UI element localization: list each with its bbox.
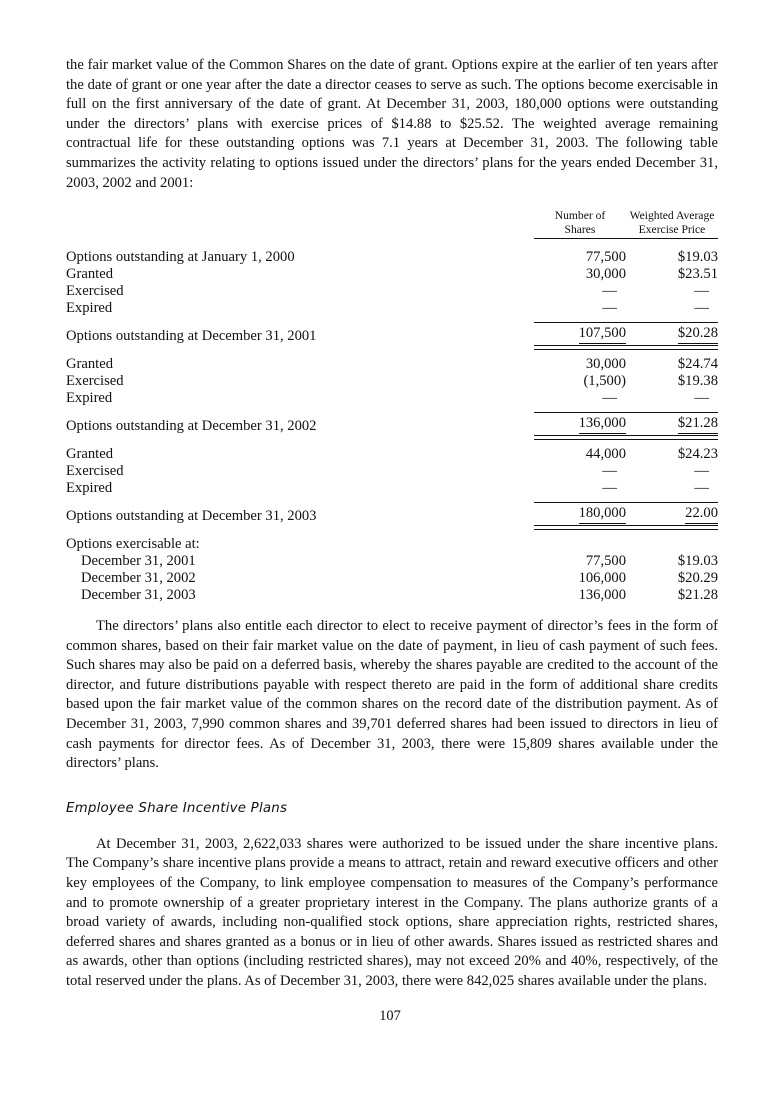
spacer-row — [66, 239, 718, 249]
row-price: $24.23 — [677, 445, 718, 462]
row-label: Expired — [66, 389, 113, 406]
row-price: $19.03 — [677, 552, 718, 569]
exercisable-heading-row — [66, 536, 718, 553]
header-line-1: Number of — [554, 209, 606, 223]
row-shares: — — [602, 299, 617, 316]
column-header-number-of-shares — [534, 209, 626, 239]
table-row — [66, 570, 718, 587]
table-row — [66, 373, 718, 390]
table-row — [66, 283, 718, 300]
row-label: Exercised — [66, 372, 124, 389]
row-shares: 44,000 — [585, 445, 626, 462]
exercisable-heading: Options exercisable at: — [66, 535, 200, 552]
page-content — [66, 56, 718, 991]
intro-paragraph: the fair market value of the Common Shares on the date of grant. Options expire at the earlier of ten years after the date of grant or one year after the date a director ceases to serve as such. The options become exercisable in full on the first anniversary of the date of grant. At December 31, 2003, 180,000 options were outstanding under the directors’ plans with exercise prices of $14.88 to $25.52. The weighted average remaining contractual life for these outstanding options was 7.1 years at December 31, 2003. The following table summarizes the activity relating to options issued under the directors’ plans for the years ended December 31, 2003, 2002 and 2001: — [66, 57, 718, 191]
section-heading-employee-share-incentive-plans: Employee Share Incentive Plans — [66, 800, 288, 816]
column-header-weighted-average-exercise-price — [626, 209, 718, 239]
row-shares: — — [602, 462, 617, 479]
row-price: — — [694, 462, 709, 479]
row-price: — — [694, 299, 709, 316]
row-price: 22.00 — [626, 502, 718, 525]
row-shares: 77,500 — [585, 248, 626, 265]
header-line-2: Exercise Price — [638, 222, 706, 236]
table-row-subtotal — [66, 412, 718, 435]
table-row — [66, 390, 718, 407]
table-row — [66, 587, 718, 604]
row-label: Options outstanding at December 31, 2002 — [66, 418, 317, 435]
row-price: $24.74 — [677, 355, 718, 372]
table-row — [66, 446, 718, 463]
page-number: 107 — [379, 1008, 401, 1024]
row-shares: 77,500 — [585, 552, 626, 569]
row-shares: 30,000 — [585, 265, 626, 282]
row-price: — — [694, 282, 709, 299]
row-shares: — — [602, 389, 617, 406]
table-row — [66, 266, 718, 283]
row-price: $20.29 — [677, 569, 718, 586]
row-shares: 180,000 — [534, 502, 626, 525]
table-row — [66, 300, 718, 317]
table-row-subtotal — [66, 322, 718, 345]
options-activity-table — [66, 209, 718, 604]
row-label: December 31, 2001 — [81, 552, 196, 569]
row-label: Granted — [66, 265, 114, 282]
table-row — [66, 480, 718, 497]
row-label: Exercised — [66, 462, 124, 479]
table-row — [66, 553, 718, 570]
row-label: Granted — [66, 355, 114, 372]
row-price: $19.03 — [677, 248, 718, 265]
table-header-row — [66, 209, 718, 239]
row-price: $23.51 — [677, 265, 718, 282]
row-label: Options outstanding at December 31, 2001 — [66, 328, 317, 345]
row-label: Expired — [66, 299, 113, 316]
row-label: Granted — [66, 445, 114, 462]
row-label: Options outstanding at December 31, 2003 — [66, 508, 317, 525]
employee-plans-paragraph: At December 31, 2003, 2,622,033 shares were authorized to be issued under the share incentive plans. The Company’s share incentive plans provide a means to attract, retain and reward executive officers and other key employees of the Company, to link employee compensation to measures of the Company’s performance and to promote ownership of a greater proprietary interest in the Company. The plans authorize grants of a broad variety of awards, including non-qualified stock options, share appreciation rights, restricted shares, deferred shares and shares granted as a bonus or in lieu of other awards. Shares issued as restricted shares and as awards, other than options (including restricted shares), may not exceed 20% and 40%, respectively, of the total reserved under the plans. As of December 31, 2003, there were 842,025 shares available under the plans. — [66, 835, 718, 989]
table-row — [66, 463, 718, 480]
row-price: $20.28 — [626, 322, 718, 345]
row-shares: — — [602, 282, 617, 299]
header-line-2: Shares — [564, 222, 596, 236]
row-shares: 136,000 — [534, 412, 626, 435]
table-row — [66, 356, 718, 373]
row-price: $21.28 — [626, 412, 718, 435]
table-row — [66, 249, 718, 266]
row-shares: 106,000 — [578, 569, 626, 586]
row-label: Options outstanding at January 1, 2000 — [66, 248, 295, 265]
row-label: December 31, 2003 — [81, 586, 196, 603]
row-shares: 107,500 — [534, 322, 626, 345]
header-spacer — [66, 209, 534, 239]
row-label: December 31, 2002 — [81, 569, 196, 586]
row-shares: 136,000 — [578, 586, 626, 603]
row-shares: — — [602, 479, 617, 496]
row-price: $21.28 — [677, 586, 718, 603]
options-activity-table-wrapper — [66, 209, 718, 604]
row-label: Expired — [66, 479, 113, 496]
directors-plans-paragraph: The directors’ plans also entitle each director to elect to receive payment of director’s fees in the form of common shares, based on their fair market value on the date of payment, in lieu of cash payment of such fees. Such shares may also be paid on a deferred basis, whereby the shares payable are credited to the account of the director, and future distributions payable with respect thereto are paid in the form of additional share credits based upon the fair market value of the common shares on the record date of the distribution payment. As of December 31, 2003, 7,990 common shares and 39,701 deferred shares had been issued to directors in lieu of cash payments for director fees. As of December 31, 2003, there were 15,809 shares available under the directors’ plans. — [66, 617, 718, 772]
header-line-1: Weighted Average — [629, 209, 715, 223]
row-price: $19.38 — [677, 372, 718, 389]
row-shares: 30,000 — [585, 355, 626, 372]
row-shares: (1,500) — [583, 372, 626, 389]
row-price: — — [694, 479, 709, 496]
row-label: Exercised — [66, 282, 124, 299]
table-row-subtotal — [66, 502, 718, 525]
row-price: — — [694, 389, 709, 406]
